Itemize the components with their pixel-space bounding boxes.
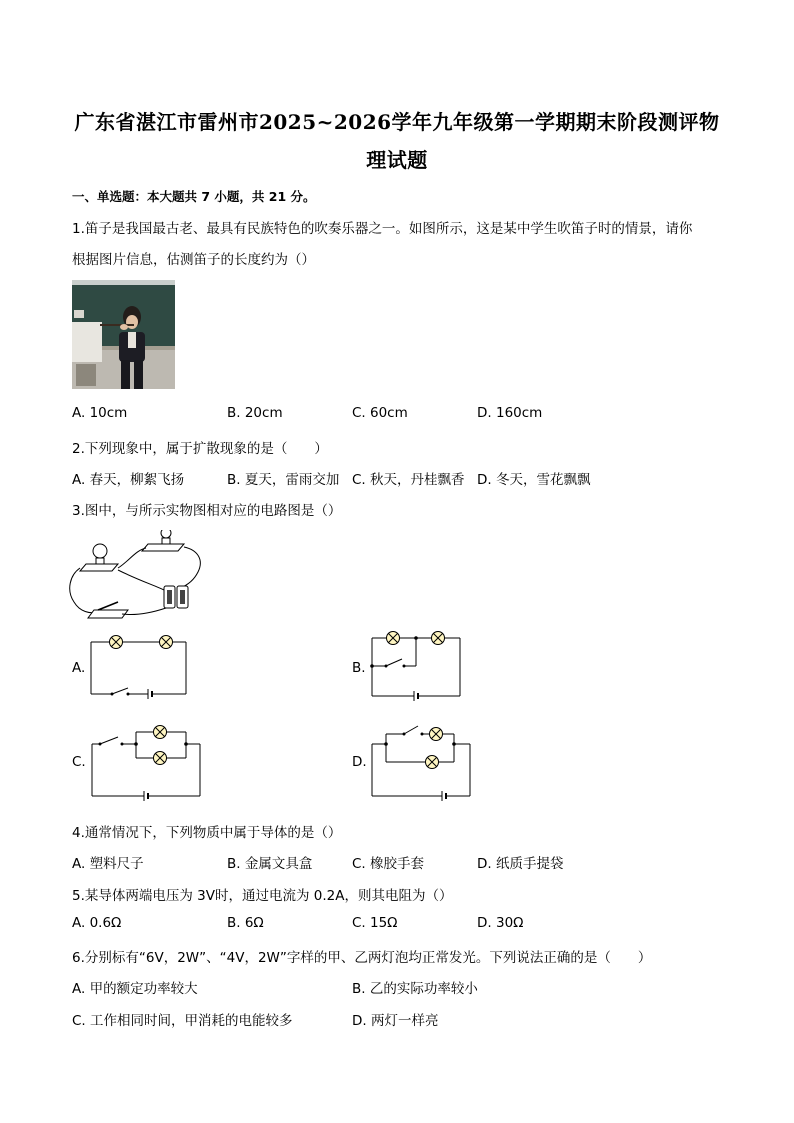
q2-stem: 2.下列现象中，属于扩散现象的是（ ） bbox=[72, 441, 328, 457]
flute-student-photo bbox=[72, 280, 175, 389]
q1-option-b: B. 20cm bbox=[227, 405, 283, 421]
q1-option-a: A. 10cm bbox=[72, 405, 128, 421]
q2-option-a: A. 春天，柳絮飞扬 bbox=[72, 472, 185, 488]
q3-label-c: C. bbox=[72, 754, 86, 770]
q4-option-a: A. 塑料尺子 bbox=[72, 856, 144, 872]
q6-stem: 6.分别标有“6V，2W”、“4V，2W”字样的甲、乙两灯泡均正常发光。下列说法正确的是（ ） bbox=[72, 950, 652, 966]
q4-stem: 4.通常情况下，下列物质中属于导体的是（） bbox=[72, 825, 342, 841]
q3-option-a-circuit bbox=[86, 630, 192, 700]
q1-option-c: C. 60cm bbox=[352, 405, 408, 421]
q6-option-b: B. 乙的实际功率较小 bbox=[352, 981, 478, 997]
q2-option-d: D. 冬天，雪花飘飘 bbox=[477, 472, 591, 488]
q5-option-b: B. 6Ω bbox=[227, 915, 264, 931]
q6-option-a: A. 甲的额定功率较大 bbox=[72, 981, 198, 997]
q2-option-b: B. 夏天，雷雨交加 bbox=[227, 472, 340, 488]
q2-option-c: C. 秋天，丹桂飘香 bbox=[352, 472, 465, 488]
q4-option-b: B. 金属文具盒 bbox=[227, 856, 313, 872]
q3-option-b-circuit bbox=[366, 628, 466, 702]
q6-option-c: C. 工作相同时间，甲消耗的电能较多 bbox=[72, 1013, 293, 1029]
q5-stem: 5.某导体两端电压为 3V时，通过电流为 0.2A，则其电阻为（） bbox=[72, 888, 453, 904]
q1-stem-line2: 根据图片信息，估测笛子的长度约为（） bbox=[72, 252, 315, 268]
q1-option-d: D. 160cm bbox=[477, 405, 543, 421]
q3-label-b: B. bbox=[352, 660, 366, 676]
q3-label-d: D. bbox=[352, 754, 367, 770]
q5-option-d: D. 30Ω bbox=[477, 915, 524, 931]
physical-circuit-diagram bbox=[68, 530, 218, 625]
q3-option-d-circuit bbox=[366, 718, 476, 804]
q3-option-c-circuit bbox=[86, 718, 206, 804]
q5-option-a: A. 0.6Ω bbox=[72, 915, 122, 931]
q3-label-a: A. bbox=[72, 660, 86, 676]
q1-stem-line1: 1.笛子是我国最古老、最具有民族特色的吹奏乐器之一。如图所示，这是某中学生吹笛子时的情景，请你 bbox=[72, 221, 693, 237]
q4-option-c: C. 橡胶手套 bbox=[352, 856, 425, 872]
q3-stem: 3.图中，与所示实物图相对应的电路图是（） bbox=[72, 503, 342, 519]
q6-option-d: D. 两灯一样亮 bbox=[352, 1013, 439, 1029]
exam-title-line2: 理试题 bbox=[366, 148, 428, 172]
exam-title-line1: 广东省湛江市雷州市2025~2026学年九年级第一学期期末阶段测评物 bbox=[74, 110, 720, 134]
q4-option-d: D. 纸质手提袋 bbox=[477, 856, 564, 872]
section-heading: 一、单选题：本大题共 7 小题，共 21 分。 bbox=[72, 189, 316, 204]
q5-option-c: C. 15Ω bbox=[352, 915, 398, 931]
